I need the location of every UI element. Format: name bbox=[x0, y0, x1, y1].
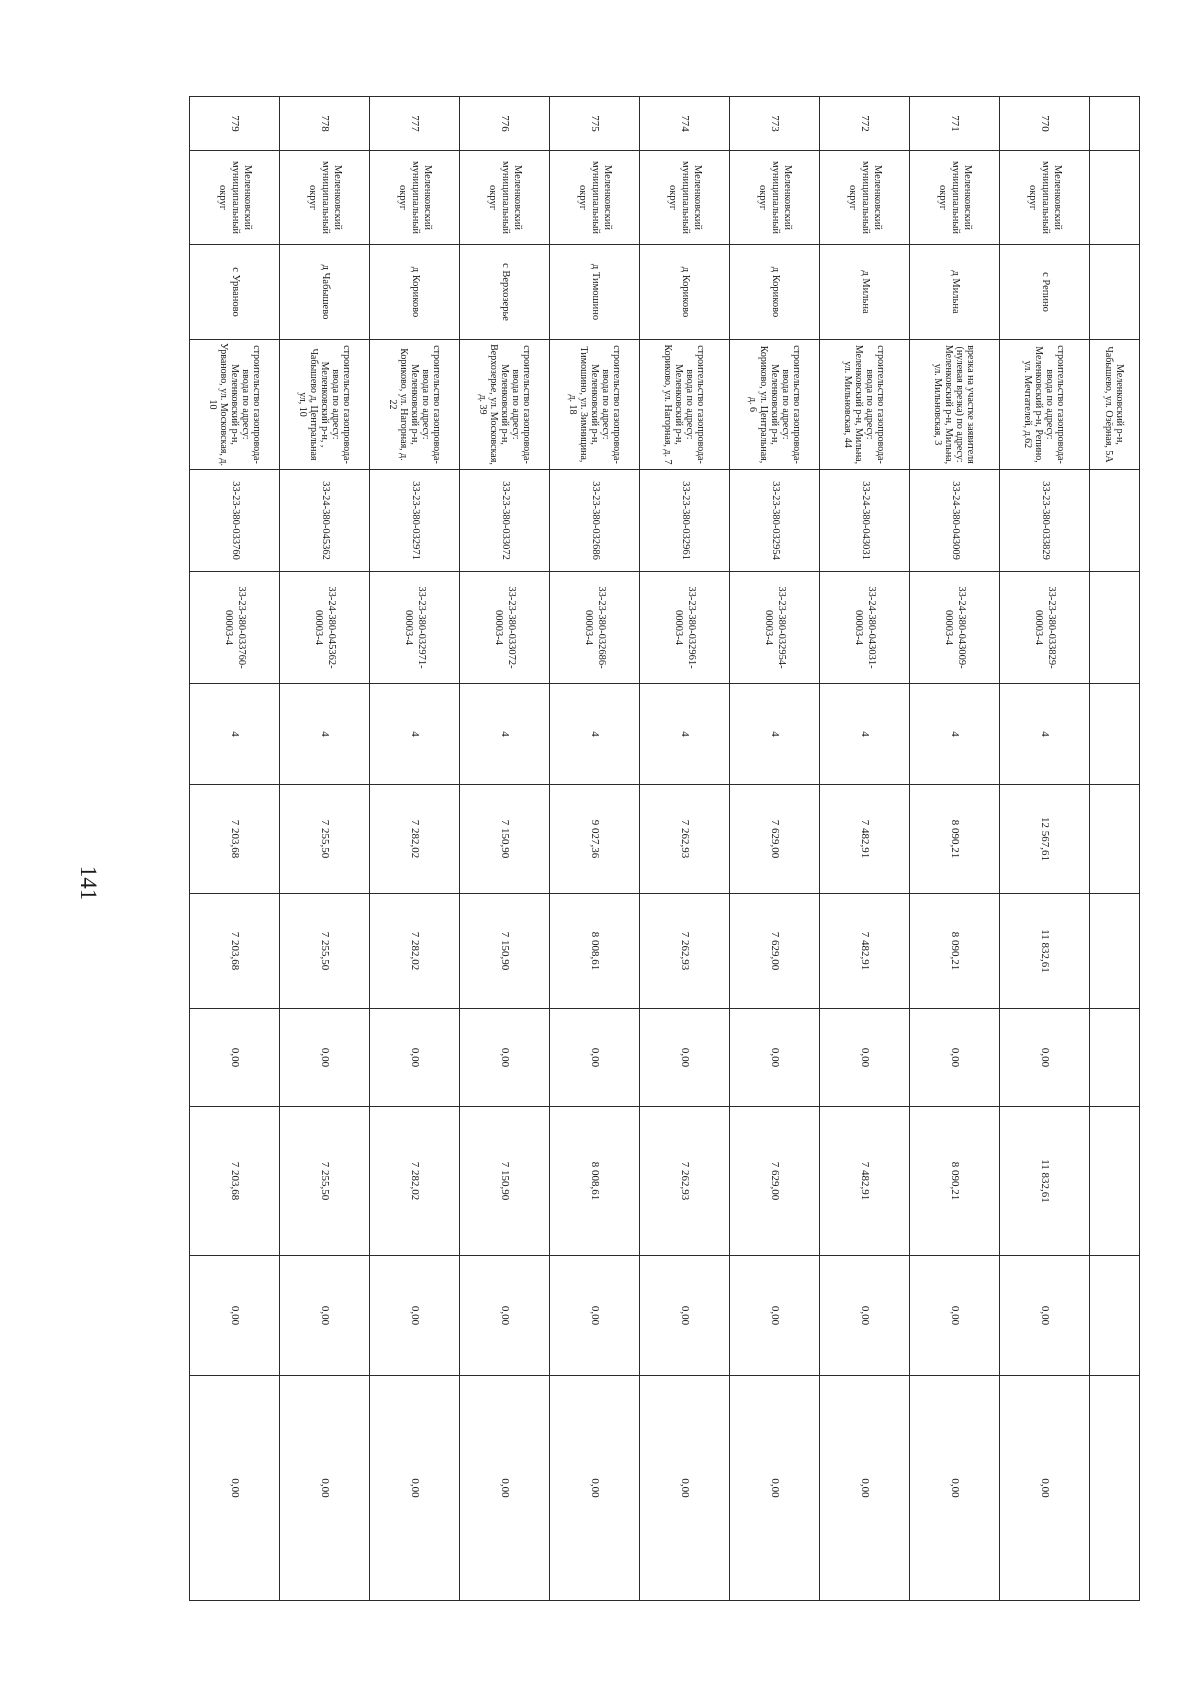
page-number: 141 bbox=[76, 865, 101, 901]
amount-cell: 7 262,93 bbox=[640, 894, 730, 1009]
settlement-cell: с Урваново bbox=[190, 245, 280, 340]
header-cell bbox=[1090, 785, 1140, 894]
contract-code: 33-24-380-045362-00003-4 bbox=[280, 572, 370, 684]
amount-cell: 0,00 bbox=[640, 1256, 730, 1376]
amount-cell: 7 482,91 bbox=[820, 785, 910, 894]
application-code: 33-24-380-043009 bbox=[910, 470, 1000, 572]
amount-cell: 0,00 bbox=[910, 1376, 1000, 1601]
header-cell bbox=[1090, 151, 1140, 245]
row-number: 775 bbox=[550, 97, 640, 151]
district-cell: Меленковский муниципальный округ bbox=[190, 151, 280, 245]
amount-cell: 7 203,68 bbox=[190, 894, 280, 1009]
application-code: 33-23-380-033829 bbox=[1000, 470, 1090, 572]
amount-cell: 0,00 bbox=[910, 1256, 1000, 1376]
category-cell: 4 bbox=[1000, 684, 1090, 785]
district-cell: Меленковский муниципальный округ bbox=[820, 151, 910, 245]
amount-cell: 7 203,68 bbox=[190, 1107, 280, 1256]
application-code: 33-24-380-043031 bbox=[820, 470, 910, 572]
amount-cell: 0,00 bbox=[820, 1009, 910, 1107]
row-number: 777 bbox=[370, 97, 460, 151]
settlement-cell: д Кориково bbox=[640, 245, 730, 340]
amount-cell: 0,00 bbox=[640, 1376, 730, 1601]
row-number: 771 bbox=[910, 97, 1000, 151]
header-cell bbox=[1090, 1256, 1140, 1376]
object-description: строительство газопровода-ввода по адресу: Меленковский р-н, Кориково, ул. Центральная, д. 6 bbox=[730, 340, 820, 470]
amount-cell: 7 262,93 bbox=[640, 785, 730, 894]
settlement-cell: д Кориково bbox=[730, 245, 820, 340]
row-number: 770 bbox=[1000, 97, 1090, 151]
amount-cell: 0,00 bbox=[730, 1256, 820, 1376]
object-description: строительство газопровода-ввода по адресу: Меленковский р-н, , Чабышево д, Центральная ул, 10 bbox=[280, 340, 370, 470]
amount-cell: 7 255,50 bbox=[280, 1107, 370, 1256]
district-cell: Меленковский муниципальный округ bbox=[640, 151, 730, 245]
amount-cell: 0,00 bbox=[730, 1009, 820, 1107]
application-code: 33-23-380-032686 bbox=[550, 470, 640, 572]
table-row bbox=[280, 97, 370, 1601]
contract-code: 33-23-380-032686-00003-4 bbox=[550, 572, 640, 684]
amount-cell: 8 090,21 bbox=[910, 894, 1000, 1009]
amount-cell: 7 482,91 bbox=[820, 1107, 910, 1256]
amount-cell: 0,00 bbox=[1000, 1376, 1090, 1601]
header-row bbox=[1090, 97, 1140, 1601]
amount-cell: 0,00 bbox=[370, 1256, 460, 1376]
category-cell: 4 bbox=[910, 684, 1000, 785]
amount-cell: 11 832,61 bbox=[1000, 894, 1090, 1009]
amount-cell: 7 482,91 bbox=[820, 894, 910, 1009]
row-number: 778 bbox=[280, 97, 370, 151]
object-description: строительство газопровода-ввода по адресу: Меленковский р-н, Кориково, ул. Нагорная, д. 7 bbox=[640, 340, 730, 470]
amount-cell: 0,00 bbox=[1000, 1009, 1090, 1107]
application-code: 33-23-380-032971 bbox=[370, 470, 460, 572]
amount-cell: 0,00 bbox=[280, 1256, 370, 1376]
table-row bbox=[550, 97, 640, 1601]
category-cell: 4 bbox=[190, 684, 280, 785]
amount-cell: 0,00 bbox=[640, 1009, 730, 1107]
data-table bbox=[189, 96, 1140, 1601]
category-cell: 4 bbox=[730, 684, 820, 785]
amount-cell: 7 255,50 bbox=[280, 785, 370, 894]
amount-cell: 0,00 bbox=[460, 1376, 550, 1601]
header-cell bbox=[1090, 245, 1140, 340]
table-row bbox=[1000, 97, 1090, 1601]
application-code: 33-23-380-032954 bbox=[730, 470, 820, 572]
amount-cell: 0,00 bbox=[730, 1376, 820, 1601]
header-cell bbox=[1090, 684, 1140, 785]
amount-cell: 7 282,02 bbox=[370, 894, 460, 1009]
settlement-cell: д Тимошино bbox=[550, 245, 640, 340]
amount-cell: 0,00 bbox=[460, 1256, 550, 1376]
category-cell: 4 bbox=[640, 684, 730, 785]
amount-cell: 9 027,36 bbox=[550, 785, 640, 894]
contract-code: 33-23-380-032954-00003-4 bbox=[730, 572, 820, 684]
district-cell: Меленковский муниципальный округ bbox=[370, 151, 460, 245]
object-description: строительство газопровода-ввода по адресу: Меленковский р-н, Верхозерье, ул. Московская, д. 39 bbox=[460, 340, 550, 470]
contract-code: 33-24-380-043031-00003-4 bbox=[820, 572, 910, 684]
object-description: строительство газопровода-ввода по адресу: Меленковский р-н, Тимошино, ул. Зимницина, д. 18 bbox=[550, 340, 640, 470]
category-cell: 4 bbox=[280, 684, 370, 785]
amount-cell: 7 150,90 bbox=[460, 785, 550, 894]
header-cell bbox=[1090, 1376, 1140, 1601]
amount-cell: 0,00 bbox=[190, 1256, 280, 1376]
amount-cell: 8 008,61 bbox=[550, 894, 640, 1009]
amount-cell: 0,00 bbox=[190, 1009, 280, 1107]
amount-cell: 7 150,90 bbox=[460, 1107, 550, 1256]
amount-cell: 0,00 bbox=[370, 1376, 460, 1601]
district-cell: Меленковский муниципальный округ bbox=[1000, 151, 1090, 245]
amount-cell: 7 629,00 bbox=[730, 894, 820, 1009]
district-cell: Меленковский муниципальный округ bbox=[460, 151, 550, 245]
amount-cell: 7 150,90 bbox=[460, 894, 550, 1009]
amount-cell: 0,00 bbox=[820, 1256, 910, 1376]
application-code: 33-24-380-045362 bbox=[280, 470, 370, 572]
amount-cell: 7 282,02 bbox=[370, 1107, 460, 1256]
contract-code: 33-23-380-033072-00003-4 bbox=[460, 572, 550, 684]
amount-cell: 0,00 bbox=[460, 1009, 550, 1107]
header-cell bbox=[1090, 572, 1140, 684]
amount-cell: 0,00 bbox=[280, 1376, 370, 1601]
settlement-cell: д Мильна bbox=[910, 245, 1000, 340]
amount-cell: 7 629,00 bbox=[730, 1107, 820, 1256]
amount-cell: 0,00 bbox=[280, 1009, 370, 1107]
header-cell: Меленковский р-н, Чабышево, ул. Озёрная, 5А bbox=[1090, 340, 1140, 470]
settlement-cell: д Кориково bbox=[370, 245, 460, 340]
rotated-table-wrapper bbox=[170, 96, 1140, 1600]
district-cell: Меленковский муниципальный округ bbox=[280, 151, 370, 245]
settlement-cell: д Мильна bbox=[820, 245, 910, 340]
amount-cell: 0,00 bbox=[550, 1376, 640, 1601]
row-number: 773 bbox=[730, 97, 820, 151]
row-number: 772 bbox=[820, 97, 910, 151]
object-description: строительство газопровода-ввода по адресу: Меленковский р-н, Кориково, ул. Нагорная, д. 22 bbox=[370, 340, 460, 470]
table-frame bbox=[170, 96, 1140, 1600]
contract-code: 33-23-380-033760-00003-4 bbox=[190, 572, 280, 684]
contract-code: 33-23-380-032961-00003-4 bbox=[640, 572, 730, 684]
district-cell: Меленковский муниципальный округ bbox=[550, 151, 640, 245]
category-cell: 4 bbox=[370, 684, 460, 785]
amount-cell: 8 090,21 bbox=[910, 1107, 1000, 1256]
table-row bbox=[910, 97, 1000, 1601]
contract-code: 33-24-380-043009-00003-4 bbox=[910, 572, 1000, 684]
district-cell: Меленковский муниципальный округ bbox=[910, 151, 1000, 245]
application-code: 33-23-380-032961 bbox=[640, 470, 730, 572]
category-cell: 4 bbox=[460, 684, 550, 785]
amount-cell: 8 090,21 bbox=[910, 785, 1000, 894]
amount-cell: 7 629,00 bbox=[730, 785, 820, 894]
table-row bbox=[460, 97, 550, 1601]
object-description: строительство газопровода-ввода по адресу: Меленковский р-н, Мильна, ул. Мильновская, 44 bbox=[820, 340, 910, 470]
amount-cell: 12 567,61 bbox=[1000, 785, 1090, 894]
header-cell bbox=[1090, 894, 1140, 1009]
object-description: врезка на участке заявителя (нулевая врезка) по адресу: Меленковский р-н, Мильна, ул. Мильновская, 3 bbox=[910, 340, 1000, 470]
application-code: 33-23-380-033760 bbox=[190, 470, 280, 572]
row-number: 776 bbox=[460, 97, 550, 151]
amount-cell: 0,00 bbox=[550, 1009, 640, 1107]
object-description: строительство газопровода-ввода по адресу: Меленковский р-н, Репино, ул. Мечтателей, д.62 bbox=[1000, 340, 1090, 470]
amount-cell: 8 008,61 bbox=[550, 1107, 640, 1256]
amount-cell: 7 255,50 bbox=[280, 894, 370, 1009]
table-row bbox=[730, 97, 820, 1601]
header-cell bbox=[1090, 1107, 1140, 1256]
object-description: строительство газопровода-ввода по адресу: Меленковский р-н, Урваново, ул. Московская, д. 10 bbox=[190, 340, 280, 470]
category-cell: 4 bbox=[550, 684, 640, 785]
amount-cell: 0,00 bbox=[910, 1009, 1000, 1107]
settlement-cell: с Репино bbox=[1000, 245, 1090, 340]
header-cell bbox=[1090, 470, 1140, 572]
table-row bbox=[640, 97, 730, 1601]
table-row bbox=[190, 97, 280, 1601]
settlement-cell: д Чабышево bbox=[280, 245, 370, 340]
amount-cell: 11 832,61 bbox=[1000, 1107, 1090, 1256]
application-code: 33-23-380-033072 bbox=[460, 470, 550, 572]
row-number: 779 bbox=[190, 97, 280, 151]
amount-cell: 0,00 bbox=[370, 1009, 460, 1107]
category-cell: 4 bbox=[820, 684, 910, 785]
district-cell: Меленковский муниципальный округ bbox=[730, 151, 820, 245]
row-number: 774 bbox=[640, 97, 730, 151]
header-cell bbox=[1090, 97, 1140, 151]
settlement-cell: с Верхозерье bbox=[460, 245, 550, 340]
header-cell bbox=[1090, 1009, 1140, 1107]
amount-cell: 7 282,02 bbox=[370, 785, 460, 894]
contract-code: 33-23-380-033829-00003-4 bbox=[1000, 572, 1090, 684]
amount-cell: 0,00 bbox=[1000, 1256, 1090, 1376]
amount-cell: 7 262,93 bbox=[640, 1107, 730, 1256]
amount-cell: 0,00 bbox=[550, 1256, 640, 1376]
amount-cell: 0,00 bbox=[820, 1376, 910, 1601]
contract-code: 33-23-380-032971-00003-4 bbox=[370, 572, 460, 684]
table-row bbox=[370, 97, 460, 1601]
amount-cell: 7 203,68 bbox=[190, 785, 280, 894]
table-row bbox=[820, 97, 910, 1601]
amount-cell: 0,00 bbox=[190, 1376, 280, 1601]
